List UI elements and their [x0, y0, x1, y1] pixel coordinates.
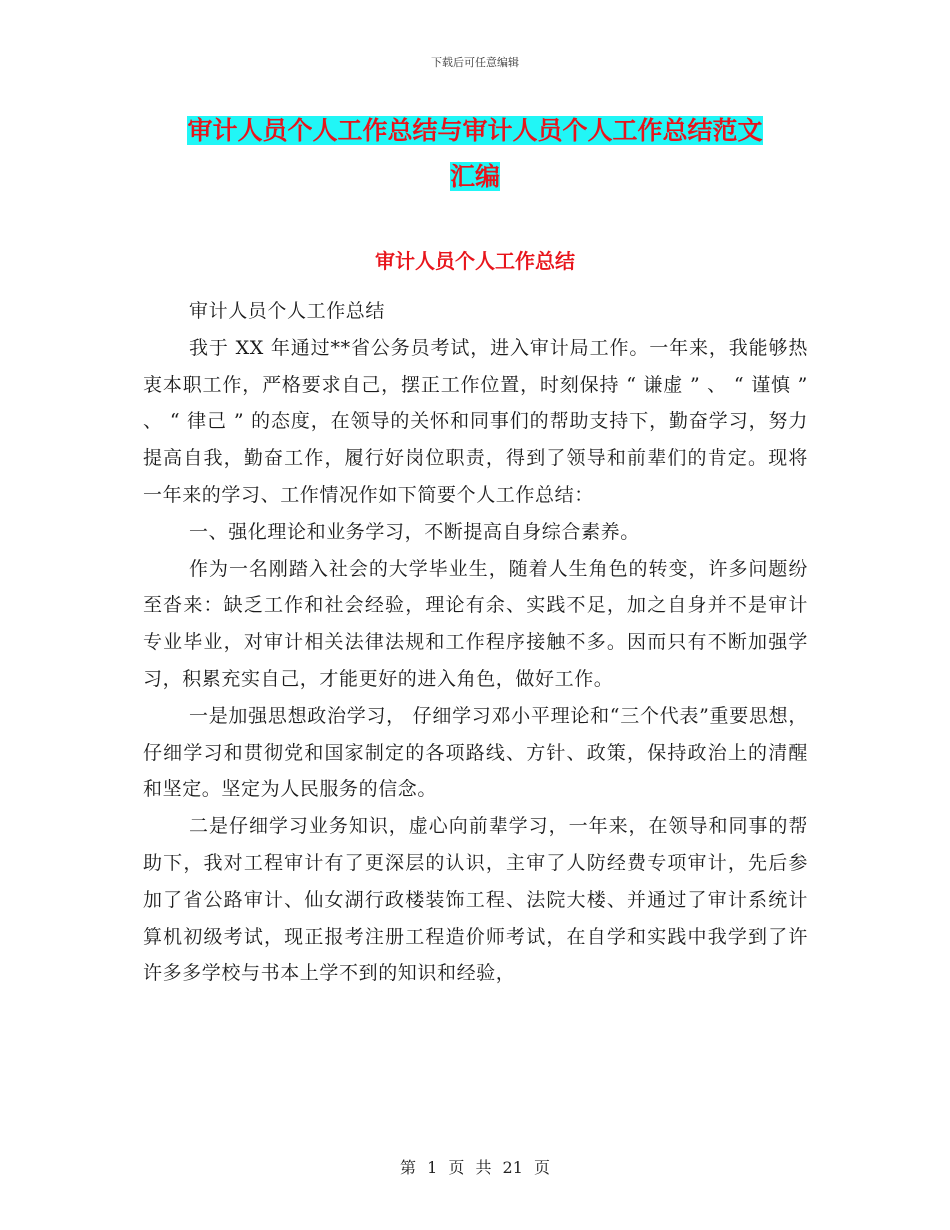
paragraph-subtitle: 审计人员个人工作总结 — [189, 300, 386, 322]
document-title-line2: 汇编 — [449, 162, 500, 191]
document-title — [140, 108, 810, 200]
body-text — [143, 293, 808, 992]
page-header-note: 下载后可任意编辑 — [431, 56, 519, 69]
paragraph-heading: 一、强化理论和业务学习，不断提高自身综合素养。 — [189, 520, 640, 543]
paragraph: 作为一名刚踏入社会的大学毕业生，随着人生角色的转变，许多问题纷至沓来：缺乏工作和社会经验，理论有余、实践不足，加之自身并不是审计专业毕业，对审计相关法律法规和工作程序接触不多。因而只有不断加强学习，积累充实自己，才能更好的进入角色，做好工作。 — [143, 557, 808, 690]
section-title: 审计人员个人工作总结 — [375, 249, 575, 273]
paragraph: 二是仔细学习业务知识，虚心向前辈学习，一年来，在领导和同事的帮助下，我对工程审计有了更深层的认识，主审了人防经费专项审计，先后参加了省公路审计、仙女湖行政楼装饰工程、法院大楼、并通过了审计系统计算机初级考试，现正报考注册工程造价师考试，在自学和实践中我学到了许许多多学校与书本上学不到的知识和经验， — [143, 815, 808, 985]
document-title-line1: 审计人员个人工作总结与审计人员个人工作总结范文 — [187, 116, 763, 145]
paragraph: 我于 XX 年通过**省公务员考试，进入审计局工作。一年来，我能够热衷本职工作，严格要求自己，摆正工作位置，时刻保持 “ 谦虚 ” 、 “ 谨慎 ” 、 “ 律己 ” 的态度，在领导的关怀和同事们的帮助支持下，勤奋学习，努力提高自我，勤奋工作，履行好岗位职责，得到了领导和前辈们的肯定。现将一年来的学习、工作情况作如下简要个人工作总结： — [143, 336, 808, 506]
paragraph: 一是加强思想政治学习， 仔细学习邓小平理论和“三个代表”重要思想，仔细学习和贯彻党和国家制定的各项路线、方针、政策，保持政治上的清醒和坚定。坚定为人民服务的信念。 — [143, 704, 808, 801]
page-number-footer: 第 1 页 共 21 页 — [400, 1158, 550, 1177]
